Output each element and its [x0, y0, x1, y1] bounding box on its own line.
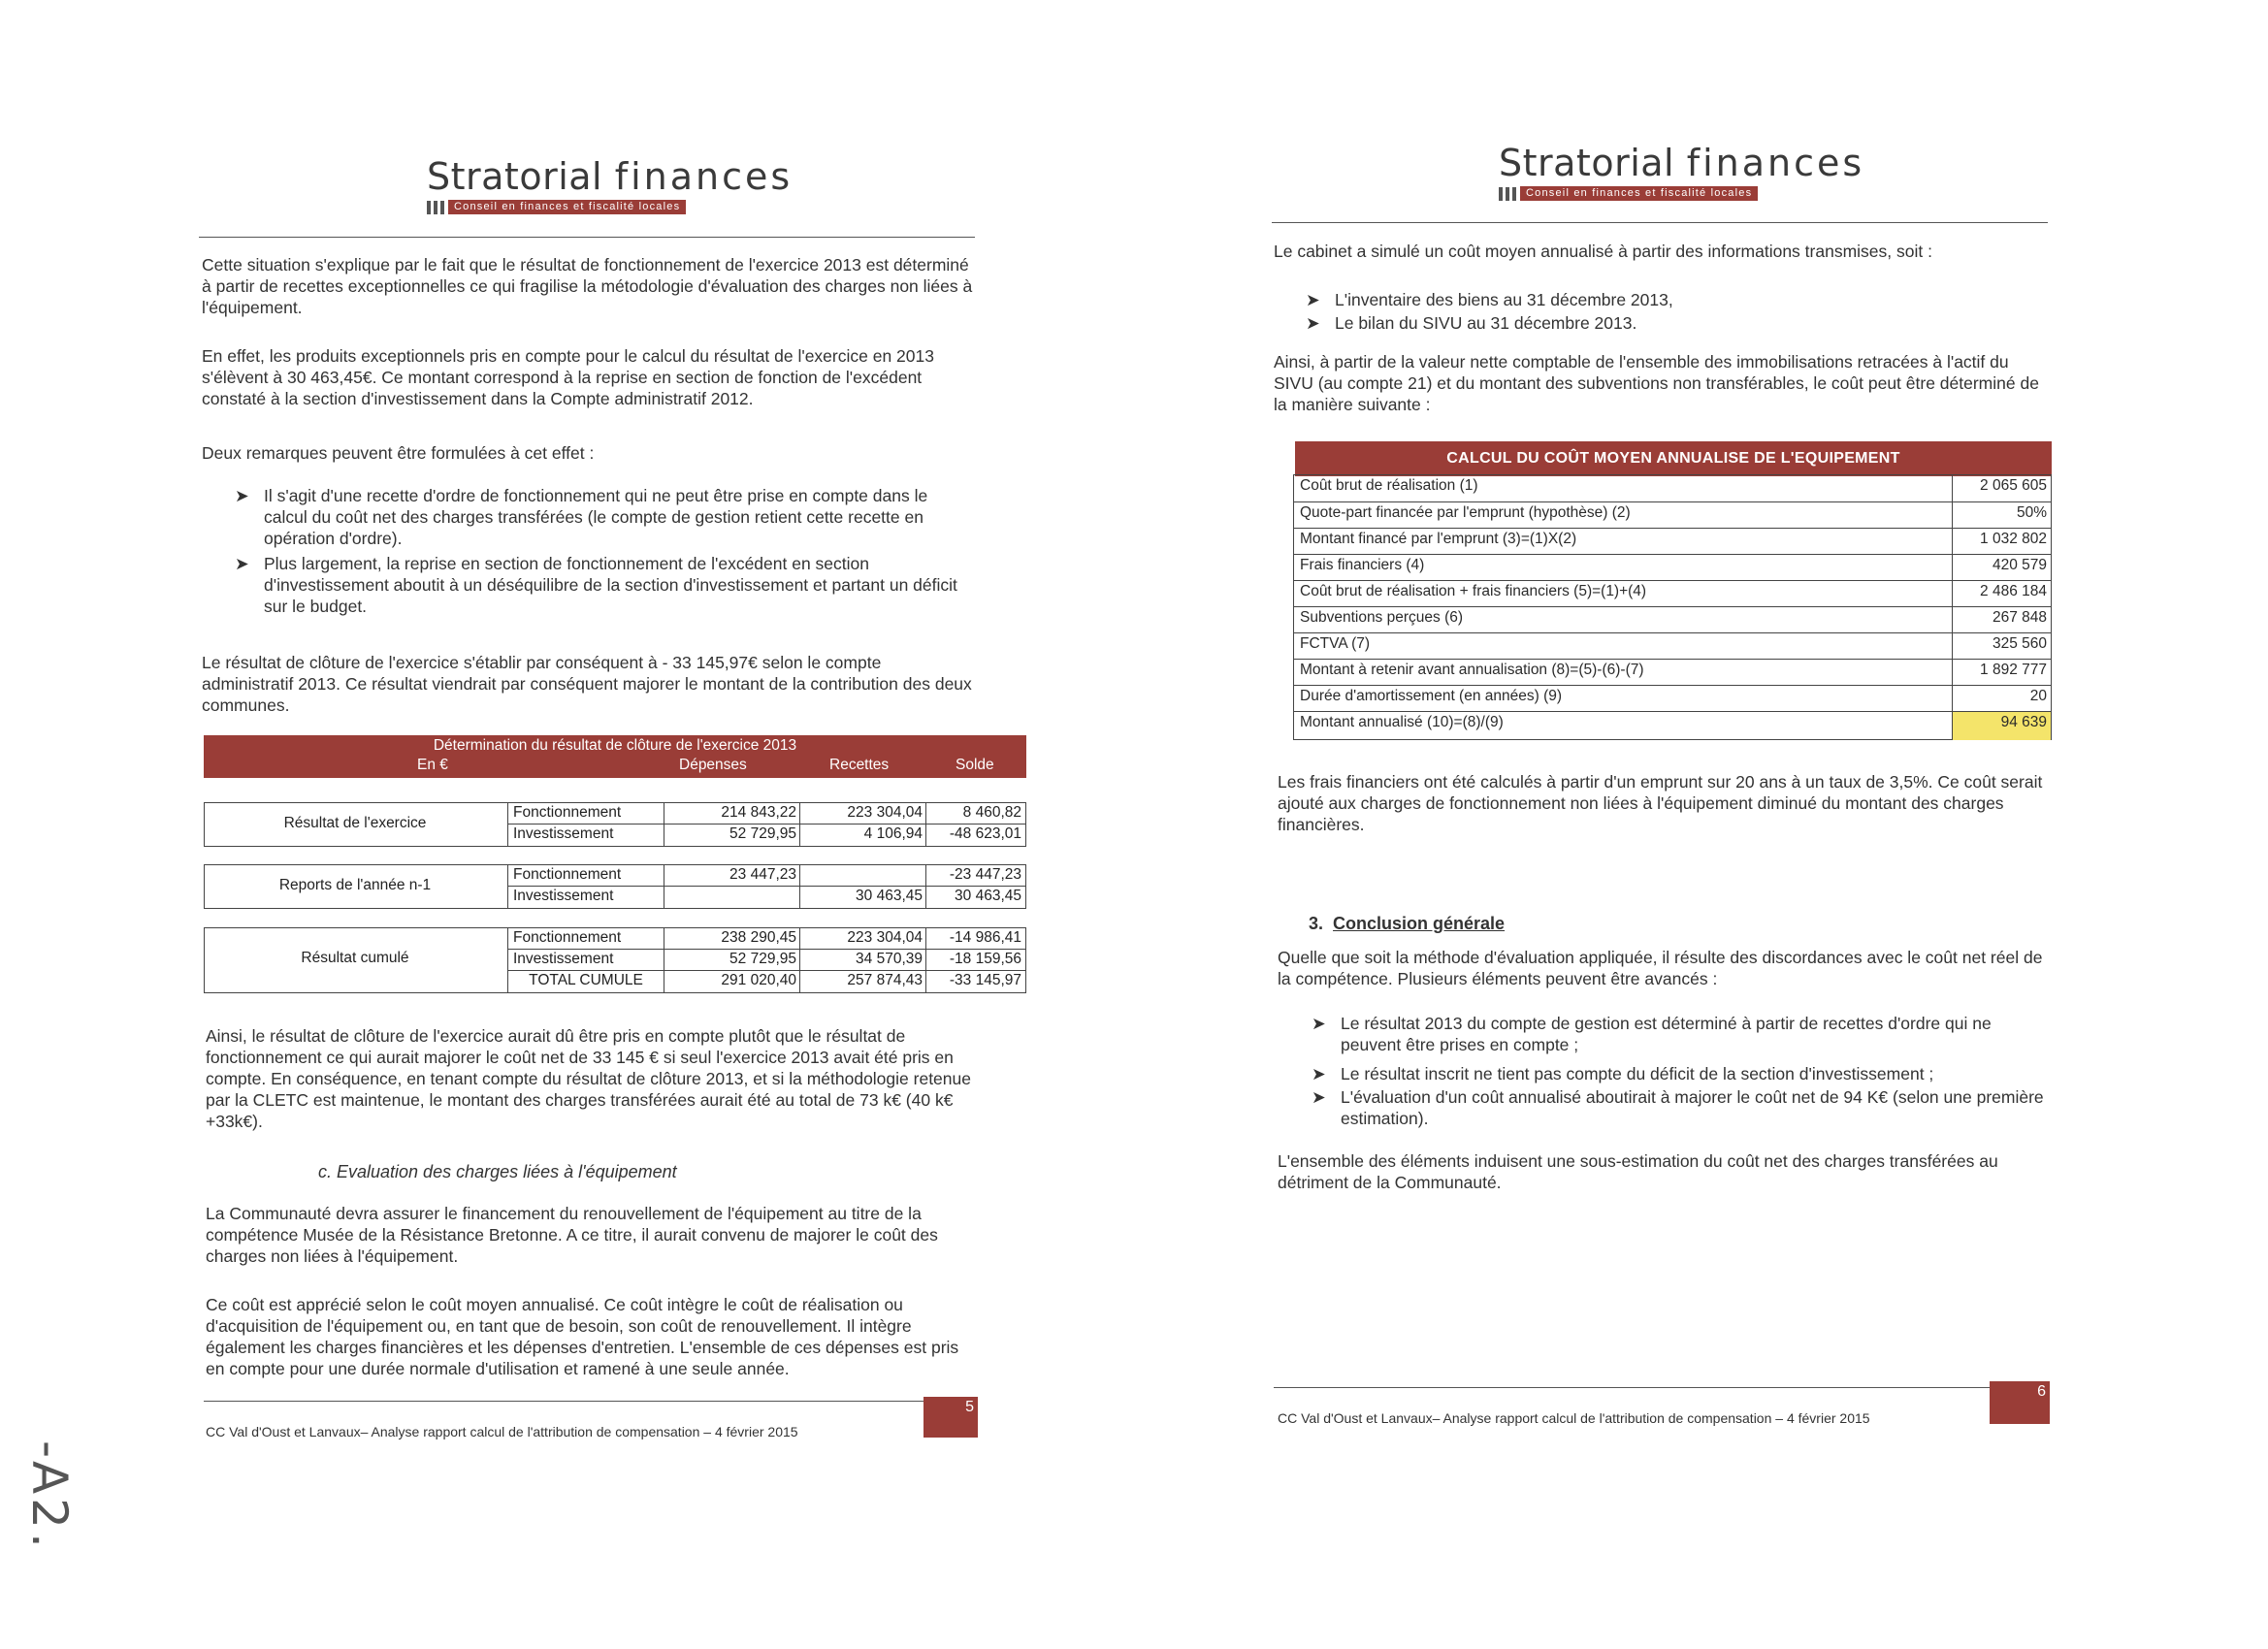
page-footer: CC Val d'Oust et Lanvaux– Analyse rapport calcul de l'attribution de compensation – 4 février 2015 [206, 1424, 798, 1439]
stratorial-logo [1499, 142, 1864, 201]
table-group-cumul: Résultat cumulé Fonctionnement 238 290,45 223 304,04 -14 986,41 Investissement 52 729,95 34 570,39 -18 159,56 TOTAL CUMULE 291 020,40 257 874,43 -33 145,97 [204, 927, 1026, 993]
logo-tagline: Conseil en finances et fiscalité locales [1520, 186, 1758, 201]
arrow-bullet-icon: ➤ [1312, 1087, 1326, 1107]
table-row: Coût brut de réalisation + frais financiers (5)=(1)+(4) 2 486 184 [1294, 580, 2051, 607]
table-row: Coût brut de réalisation (1) 2 065 605 [1294, 475, 2051, 501]
table-row: Fonctionnement [513, 804, 622, 821]
paragraph: Les frais financiers ont été calculés à partir d'un emprunt sur 20 ans à un taux de 3,5%. Ce coût serait ajouté aux charges de fonctionnement non liées à l'équipement diminué du montant des charges financières. [1278, 772, 2043, 834]
arrow-bullet-icon: ➤ [235, 486, 249, 505]
cost-table [1293, 474, 2052, 740]
paragraph: En effet, les produits exceptionnels pris en compte pour le calcul du résultat de l'exercice en 2013 s'élèvent à 30 463,45€. Ce montant correspond à la reprise en section de fonction de l'excédent constaté à la section d'investissement dans la Compte administratif 2012. [202, 346, 934, 408]
table-row: Frais financiers (4) 420 579 [1294, 554, 2051, 581]
table-group-exercice: Résultat de l'exercice Fonctionnement 214 843,22 223 304,04 8 460,82 Investissement 52 729,95 4 106,94 -48 623,01 [204, 802, 1026, 847]
section-heading: 3. Conclusion générale [1309, 914, 1506, 933]
paragraph: Le résultat de clôture de l'exercice s'établir par conséquent à - 33 145,97€ selon le compte administratif 2013. Ce résultat viendrait par conséquent majorer le montant de la contribution des deux communes. [202, 653, 972, 715]
table-row: Subventions perçues (6) 267 848 [1294, 606, 2051, 633]
table-group-reports: Reports de l'année n-1 Fonctionnement 23 447,23 -23 447,23 Investissement 30 463,45 30 463,45 [204, 864, 1026, 909]
arrow-bullet-icon: ➤ [1306, 290, 1320, 309]
table-row: TOTAL CUMULE [529, 972, 643, 988]
header-rule [1272, 222, 2048, 223]
bullet-item: ➤ Le résultat inscrit ne tient pas compte du déficit de la section d'investissement ; [1312, 1064, 1934, 1083]
table-row: Fonctionnement [513, 866, 622, 883]
handwritten-annotation: -A2. [21, 1440, 78, 1552]
logo-tagline: Conseil en finances et fiscalité locales [448, 200, 686, 214]
bullet-item: ➤ Il s'agit d'une recette d'ordre de fonctionnement qui ne peut être prise en compte dans le calcul du coût net des charges transférées (le compte de gestion retient cette recette en opération d'ordre). [235, 486, 928, 548]
table-row: Fonctionnement [513, 929, 622, 946]
page-6 [1134, 0, 2268, 1649]
table-row: Montant à retenir avant annualisation (8)=(5)-(6)-(7) 1 892 777 [1294, 659, 2051, 686]
table-row: Montant financé par l'emprunt (3)=(1)X(2) 1 032 802 [1294, 528, 2051, 555]
paragraph: Deux remarques peuvent être formulées à cet effet : [202, 443, 595, 463]
table-row: Investissement [513, 951, 614, 967]
subheading: c. Evaluation des charges liées à l'équipement [318, 1162, 677, 1181]
bullet-item: ➤ Le résultat 2013 du compte de gestion est déterminé à partir de recettes d'ordre qui ne peuvent être prises en compte ; [1312, 1014, 1992, 1054]
arrow-bullet-icon: ➤ [1312, 1064, 1326, 1083]
footer-rule [204, 1401, 978, 1402]
bullet-item: ➤ Le bilan du SIVU au 31 décembre 2013. [1306, 313, 1637, 333]
paragraph: La Communauté devra assurer le financement du renouvellement de l'équipement au titre de la compétence Musée de la Résistance Bretonne. A ce titre, il aurait convenu de majorer le coût des charges non liées à l'équipement. [206, 1204, 938, 1266]
cost-table-header: CALCUL DU COÛT MOYEN ANNUALISE DE L'EQUIPEMENT [1295, 441, 2052, 476]
footer-rule [1274, 1387, 2050, 1388]
paragraph: Ainsi, le résultat de clôture de l'exercice aurait dû être pris en compte plutôt que le résultat de fonctionnement ce qui aurait majorer le coût net de 33 145 € si seul l'exercice 2013 avait été pris en compte. En conséquence, en tenant compte du résultat de clôture 2013, et si la méthodologie retenue par la CLETC est maintenue, le montant des charges transférées aurait été au total de 73 k€ (40 k€+33k€). [206, 1026, 971, 1131]
table-row: Investissement [513, 825, 614, 842]
results-table-header: Détermination du résultat de clôture de l'exercice 2013 En € Dépenses Recettes Solde [204, 735, 1026, 778]
paragraph: L'ensemble des éléments induisent une sous-estimation du coût net des charges transférées au détriment de la Communauté. [1278, 1151, 1998, 1192]
highlighted-value: 94 639 [1952, 712, 2051, 740]
paragraph: Quelle que soit la méthode d'évaluation appliquée, il résulte des discordances avec le coût net réel de la compétence. Plusieurs éléments peuvent être avancés : [1278, 948, 2043, 988]
page-number-badge: 5 [923, 1397, 978, 1438]
table-row: FCTVA (7) 325 560 [1294, 632, 2051, 660]
table-row: Investissement [513, 888, 614, 904]
bullet-item: ➤ L'évaluation d'un coût annualisé aboutirait à majorer le coût net de 94 K€ (selon une première estimation). [1312, 1087, 2044, 1128]
page-number-badge: 6 [1990, 1381, 2050, 1424]
paragraph: Ce coût est apprécié selon le coût moyen annualisé. Ce coût intègre le coût de réalisation ou d'acquisition de l'équipement ou, en tant que de besoin, son coût de renouvellement. Il intègre également les charges financières et les dépenses d'entretien. L'ensemble de ces dépenses est pris en compte pour une durée normale d'utilisation et ramené à une seule année. [206, 1295, 959, 1378]
bullet-item: ➤ L'inventaire des biens au 31 décembre 2013, [1306, 290, 1673, 309]
header-rule [199, 237, 975, 238]
logo-wordmark: Stratorial finances [1499, 142, 1865, 184]
arrow-bullet-icon: ➤ [235, 554, 249, 573]
paragraph: Cette situation s'explique par le fait que le résultat de fonctionnement de l'exercice 2013 est déterminé à partir de recettes exceptionnelles ce qui fragilise la métodologie d'évaluation des charges non liées à l'équipement. [202, 255, 973, 317]
bullet-item: ➤ Plus largement, la reprise en section de fonctionnement de l'excédent en section d'investissement aboutit à un déséquilibre de la section d'investissement et partant un déficit sur le budget. [235, 554, 957, 616]
paragraph: Ainsi, à partir de la valeur nette comptable de l'ensemble des immobilisations retracées à l'actif du SIVU (au compte 21) et du montant des subventions non transférables, le coût peut être déterminé de la manière suivante : [1274, 352, 2039, 414]
logo-bars-icon [1499, 187, 1516, 201]
logo-bars-icon [427, 201, 444, 214]
arrow-bullet-icon: ➤ [1306, 313, 1320, 333]
stratorial-logo [427, 155, 793, 214]
logo-wordmark: Stratorial finances [427, 155, 794, 198]
page-footer: CC Val d'Oust et Lanvaux– Analyse rapport calcul de l'attribution de compensation – 4 février 2015 [1278, 1410, 1870, 1426]
table-row: Durée d'amortissement (en années) (9) 20 [1294, 685, 2051, 712]
table-row-total: Montant annualisé (10)=(8)/(9) 94 639 [1294, 711, 2051, 740]
paragraph: Le cabinet a simulé un coût moyen annualisé à partir des informations transmises, soit : [1274, 242, 1932, 261]
arrow-bullet-icon: ➤ [1312, 1014, 1326, 1033]
table-row: Quote-part financée par l'emprunt (hypothèse) (2) 50% [1294, 501, 2051, 529]
